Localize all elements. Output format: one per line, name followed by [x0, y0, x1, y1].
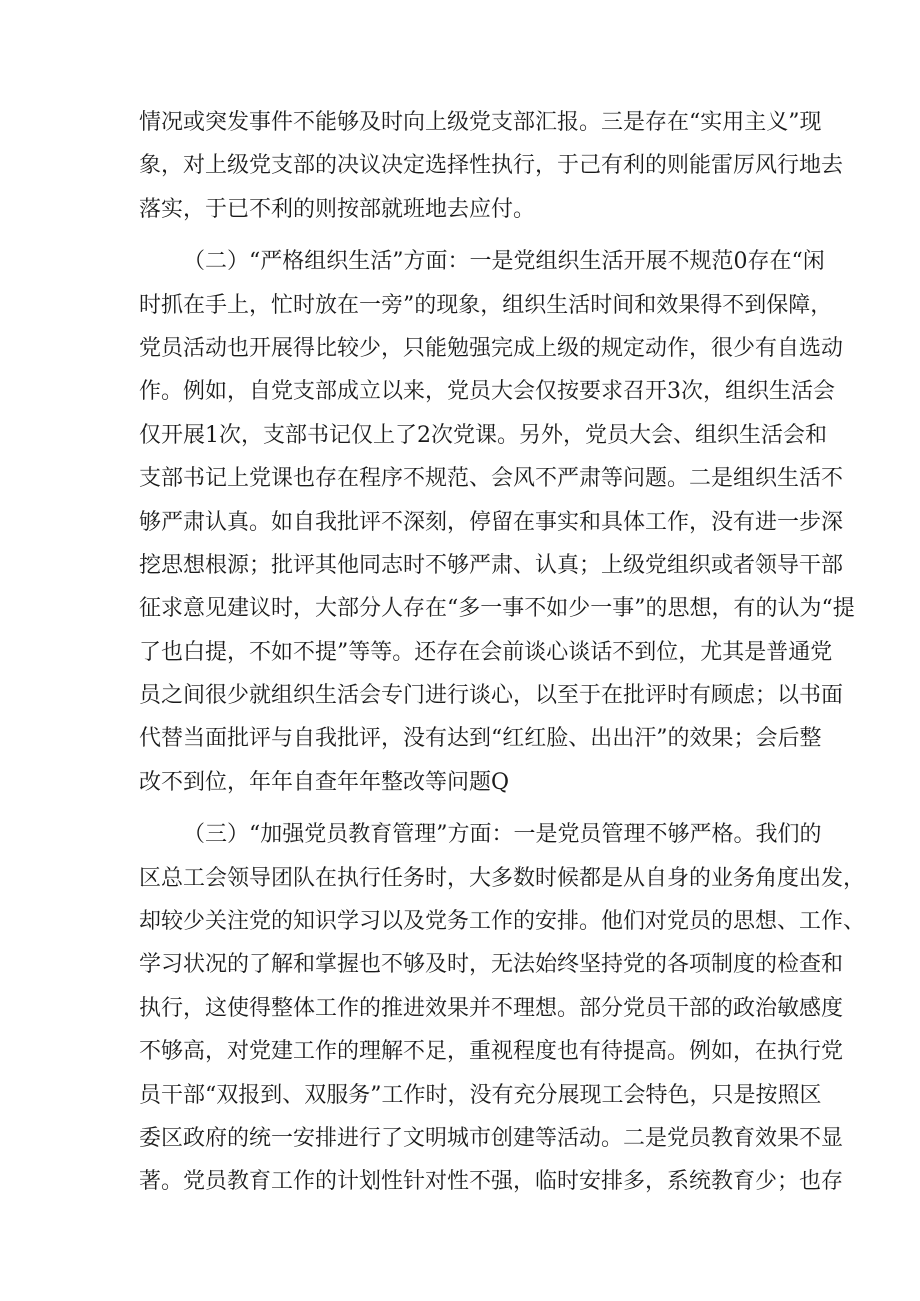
text-line: （二）“严格组织生活”方面：一是党组织生活开展不规范0存在“闲 — [183, 249, 825, 275]
text-line: 作。例如，自党支部成立以来，党员大会仅按要求召开3次，组织生活会 — [139, 379, 835, 405]
paragraph-strict-organization-life — [139, 240, 855, 804]
text-line: （三）“加强党员教育管理”方面：一是党员管理不够严格。我们的 — [183, 822, 822, 848]
paragraph-gap — [139, 804, 782, 813]
text-line: 学习状况的了解和掌握也不够及时，无法始终坚持党的各项制度的检查和 — [139, 952, 844, 978]
text-line: 员之间很少就组织生活会专门进行谈心，以至于在批评时有顾虑；以书面 — [139, 683, 844, 709]
text-line: 仅开展1次，支部书记仅上了2次党课。另外，党员大会、组织生活会和 — [139, 422, 827, 448]
text-line: 区总工会领导团队在执行任务时，大多数时候都是从自身的业务角度出发， — [139, 865, 866, 891]
text-line: 员干部“双报到、双服务”工作时，没有充分展现工会特色，只是按照区 — [139, 1082, 822, 1108]
text-line: 征求意见建议时，大部分人存在“多一事不如少一事”的思想，有的认为“提 — [139, 596, 855, 622]
text-line: 支部书记上党课也存在程序不规范、会风不严肃等问题。二是组织生活不 — [139, 466, 844, 492]
text-line: 代替当面批评与自我批评，没有达到“红红脸、出出汗”的效果；会后整 — [139, 726, 822, 752]
paragraph-party-member-education — [139, 813, 866, 1204]
text-line: 执行，这使得整体工作的推进效果并不理想。部分党员干部的政治敏感度 — [139, 995, 844, 1021]
text-line: 改不到位，年年自查年年整改等问题Q — [139, 769, 510, 795]
text-line: 了也白提，不如不提”等等。还存在会前谈心谈话不到位，尤其是普通党 — [139, 639, 833, 665]
text-line: 够严肃认真。如自我批评不深刻，停留在事实和具体工作，没有进一步深 — [139, 509, 844, 535]
text-line: 象，对上级党支部的决议决定选择性执行，于己有利的则能雷厉风行地去 — [139, 153, 844, 179]
text-line: 党员活动也开展得比较少，只能勉强完成上级的规定动作，很少有自选动 — [139, 335, 844, 361]
text-line: 不够高，对党建工作的理解不足，重视程度也有待提高。例如，在执行党 — [139, 1039, 844, 1065]
text-line: 落实，于已不利的则按部就班地去应付。 — [139, 196, 536, 222]
text-line: 却较少关注党的知识学习以及党务工作的安排。他们对党员的思想、工作、 — [139, 909, 866, 935]
text-line: 委区政府的统一安排进行了文明城市创建等活动。二是党员教育效果不显 — [139, 1125, 844, 1151]
text-line: 时抓在手上，忙时放在一旁”的现象，组织生活时间和效果得不到保障， — [139, 292, 833, 318]
document-body — [139, 101, 866, 1204]
paragraph-continuation — [139, 101, 844, 231]
text-line: 著。党员教育工作的计划性针对性不强，临时安排多，系统教育少；也存 — [139, 1169, 844, 1195]
paragraph-gap — [139, 231, 782, 240]
text-line: 情况或突发事件不能够及时向上级党支部汇报。三是存在“实用主义”现 — [139, 110, 822, 135]
text-line: 挖思想根源；批评其他同志时不够严肃、认真；上级党组织或者领导干部 — [139, 552, 844, 578]
